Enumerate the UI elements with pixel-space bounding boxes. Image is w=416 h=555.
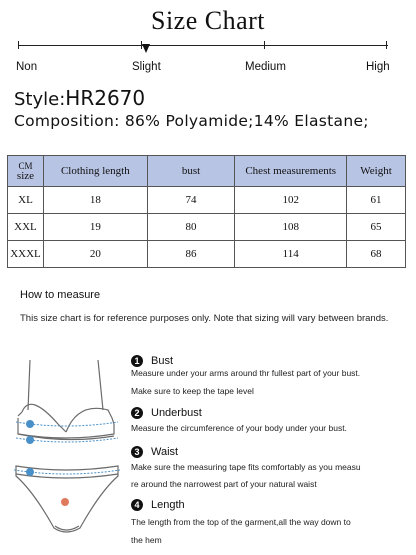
step-description: the hem [131,535,162,545]
fit-scale-tick [264,41,265,49]
table-cell: 114 [235,241,347,268]
step-length [131,496,185,514]
step-description: Measure the circumference of your body under your bust. [131,423,347,433]
marker-4-icon [61,498,69,506]
step-number-icon: 3 [131,446,143,458]
step-number-icon: 1 [131,355,143,367]
table-cell: 68 [347,241,406,268]
size-col-label: size [16,170,35,182]
column-header: Chest measurements [235,156,347,187]
column-header: Weight [347,156,406,187]
table-cell: 65 [347,214,406,241]
step-description: Measure under your arms around thr fullest part of your bust. [131,368,361,378]
fit-label-medium: Medium [245,61,286,73]
table-cell: 20 [43,241,147,268]
step-underbust [131,404,202,422]
size-table [7,155,406,268]
unit-label: CM [18,161,33,171]
step-number-icon: 2 [131,407,143,419]
step-title: Underbust [151,406,202,419]
table-cell: 19 [43,214,147,241]
how-to-heading: How to measure [20,289,101,301]
step-waist [131,443,178,461]
table-cell: 61 [347,187,406,214]
fit-scale-line [18,45,388,46]
step-description: Make sure the measuring tape fits comfortably as you measu [131,462,361,472]
marker-3-icon [26,468,34,476]
page-title: Size Chart [150,6,266,35]
style-label: Style: [14,89,66,110]
composition-label: Composition: [14,112,120,130]
table-corner-cell [8,156,44,187]
step-title: Waist [151,445,179,458]
marker-1-icon [26,420,34,428]
bra-strap-left [28,360,30,410]
step-description: re around the narrowest part of your natural waist [131,479,317,489]
composition-value: 86% Polyamide;14% Elastane; [124,112,369,130]
how-to-note: This size chart is for reference purposes only. Note that sizing will vary between brands. [20,313,389,324]
fit-scale-tick [386,41,387,49]
table-row [8,214,406,241]
bra-strap-right [98,360,103,410]
table-row [8,241,406,268]
column-header: bust [147,156,235,187]
table-cell: 86 [147,241,235,268]
step-title: Length [151,498,185,511]
step-number-icon: 4 [131,499,143,511]
style-value: HR2670 [65,86,146,110]
garment-illustration [8,352,126,547]
step-title: Bust [151,354,174,367]
fit-label-non: Non [16,61,38,73]
size-cell: XXL [8,214,44,241]
fit-label-slight: Slight [132,61,161,73]
table-cell: 18 [43,187,147,214]
column-header: Clothing length [43,156,147,187]
composition-row [14,112,369,130]
size-cell: XL [8,187,44,214]
step-description: The length from the top of the garment,all the way down to [131,517,351,527]
step-description: Make sure to keep the tape level [131,386,254,396]
table-cell: 102 [235,187,347,214]
table-cell: 108 [235,214,347,241]
table-cell: 80 [147,214,235,241]
style-row [14,86,145,111]
marker-2-icon [26,436,34,444]
fit-scale-pointer-icon [142,44,150,53]
fit-label-high: High [366,61,390,73]
bra-cup-right [66,408,112,432]
table-row [8,187,406,214]
panty-gusset [55,526,79,530]
size-cell: XXXL [8,241,44,268]
fit-scale-tick [18,41,19,49]
table-header-row [8,156,406,187]
table-cell: 74 [147,187,235,214]
